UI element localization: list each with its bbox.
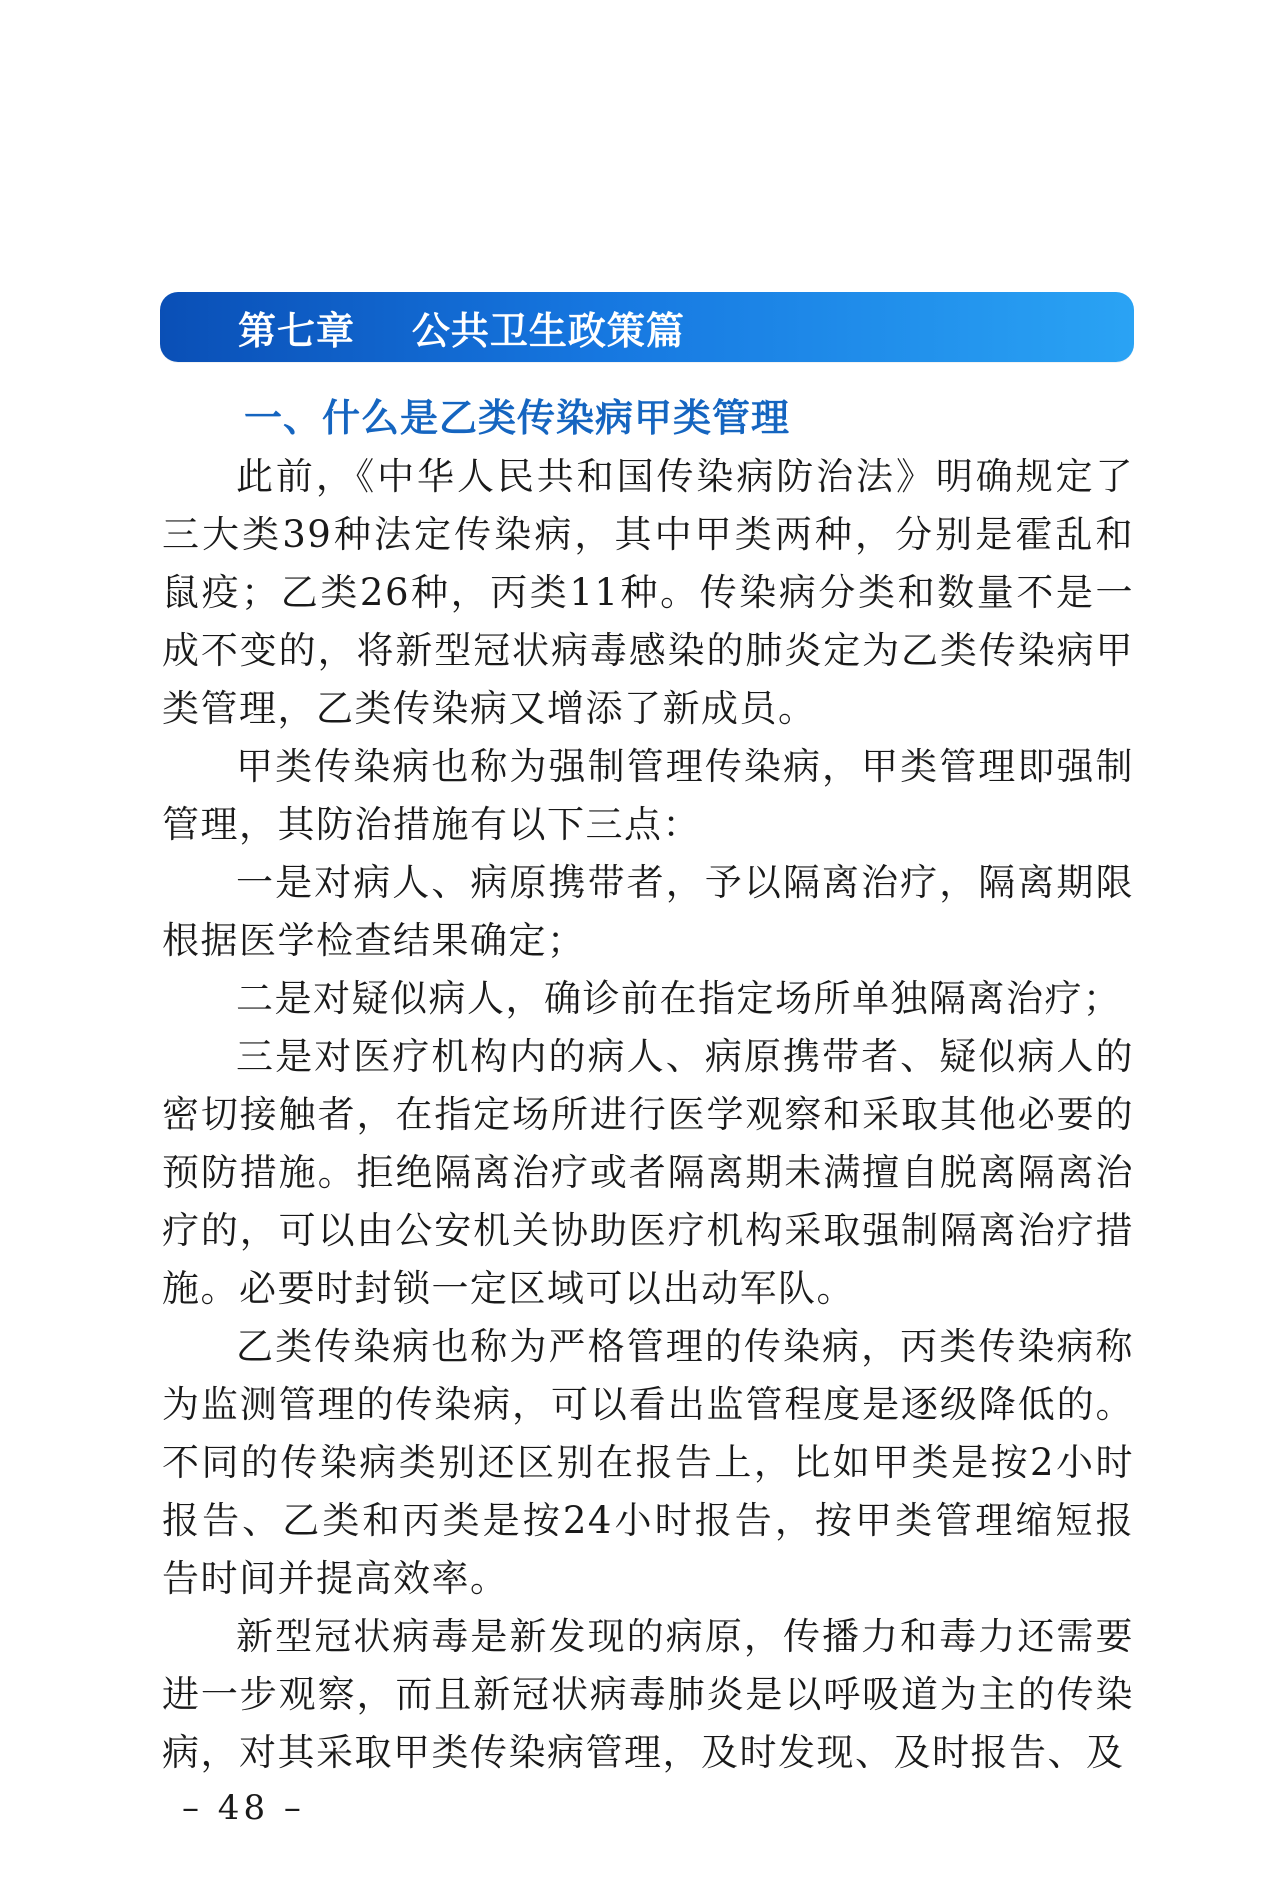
chapter-title: 第七章 公共卫生政策篇 bbox=[238, 308, 685, 353]
chapter-banner bbox=[160, 292, 1134, 362]
paragraph: 新型冠状病毒是新发现的病原，传播力和毒力还需要进一步观察，而且新冠状病毒肺炎是以呼吸道为主的传染病，对其采取甲类传染病管理，及时发现、及时报告、及 bbox=[162, 1615, 1134, 1774]
paragraph: 二是对疑似病人，确诊前在指定场所单独隔离治疗； bbox=[236, 977, 1122, 1020]
paragraph: 此前，《中华人民共和国传染病防治法》明确规定了三大类39种法定传染病，其中甲类两种，分别是霍乱和鼠疫；乙类26种，丙类11种。传染病分类和数量不是一成不变的，将新型冠状病毒感染的肺炎定为乙类传染病甲类管理，乙类传染病又增添了新成员。 bbox=[162, 455, 1134, 730]
section-heading: 一、什么是乙类传染病甲类管理 bbox=[244, 396, 791, 440]
body-text bbox=[162, 448, 1134, 1782]
page-number: – 48 – bbox=[182, 1788, 305, 1828]
paragraph: 乙类传染病也称为严格管理的传染病，丙类传染病称为监测管理的传染病，可以看出监管程度是逐级降低的。不同的传染病类别还区别在报告上，比如甲类是按2小时报告、乙类和丙类是按24小时报告，按甲类管理缩短报告时间并提高效率。 bbox=[162, 1325, 1134, 1600]
paragraph: 甲类传染病也称为强制管理传染病，甲类管理即强制管理，其防治措施有以下三点： bbox=[162, 745, 1134, 846]
paragraph: 一是对病人、病原携带者，予以隔离治疗，隔离期限根据医学检查结果确定； bbox=[162, 861, 1134, 962]
paragraph: 三是对医疗机构内的病人、病原携带者、疑似病人的密切接触者，在指定场所进行医学观察和采取其他必要的预防措施。拒绝隔离治疗或者隔离期未满擅自脱离隔离治疗的，可以由公安机关协助医疗机构采取强制隔离治疗措施。必要时封锁一定区域可以出动军队。 bbox=[162, 1035, 1134, 1310]
